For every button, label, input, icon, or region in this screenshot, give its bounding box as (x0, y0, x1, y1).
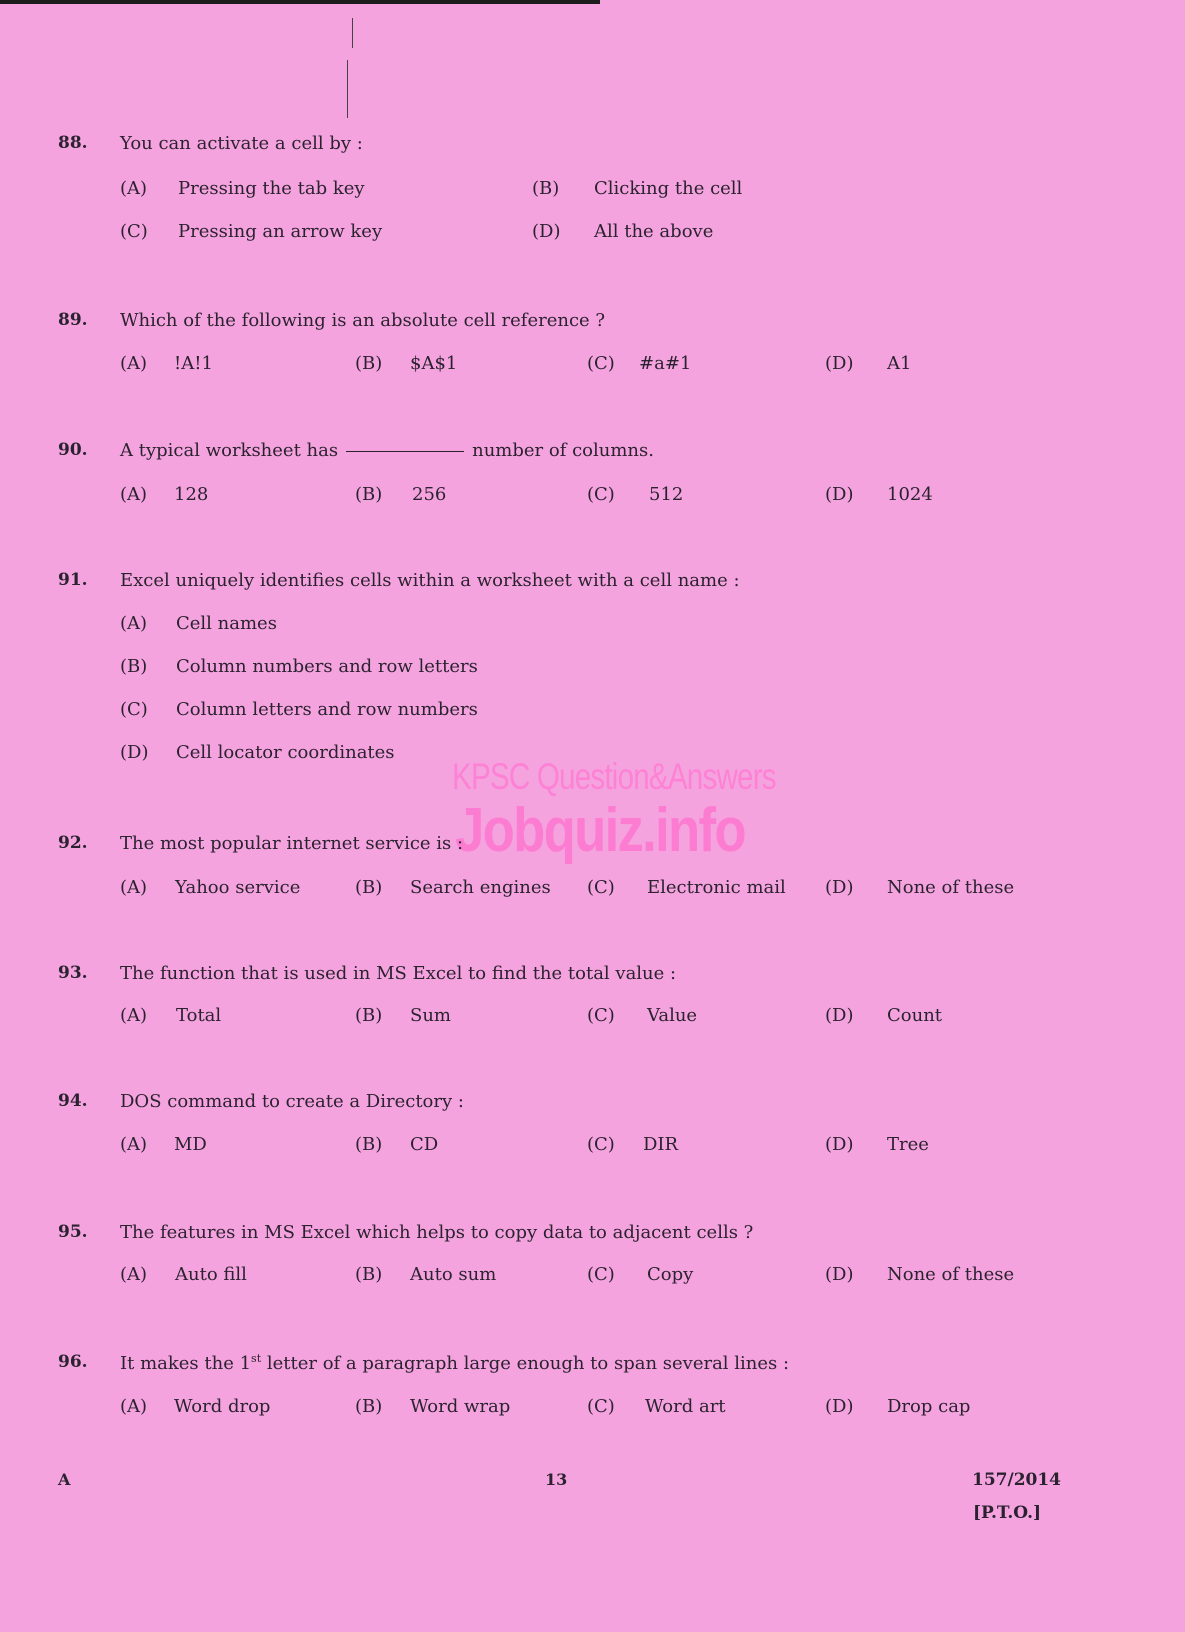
option-d (825, 1134, 929, 1155)
option-text: 256 (412, 484, 447, 505)
option-text: Count (887, 1005, 943, 1026)
option-label: (A) (120, 1396, 148, 1417)
question-number: 88. (58, 133, 88, 153)
pto-label: [P.T.O.] (973, 1503, 1042, 1523)
option-text: #a#1 (639, 353, 692, 374)
question-number: 89. (58, 310, 88, 330)
option-label: (A) (120, 353, 148, 374)
question-text: The features in MS Excel which helps to copy data to adjacent cells ? (120, 1222, 754, 1243)
option-text: 1024 (887, 484, 933, 505)
question-text (120, 440, 654, 461)
watermark-title: KPSC Question&Answers (452, 756, 776, 797)
option-c (587, 1264, 694, 1285)
option-text: CD (410, 1134, 439, 1155)
option-d (825, 1005, 943, 1026)
option-text: Word art (645, 1396, 726, 1417)
option-c (587, 877, 786, 898)
option-d (825, 1264, 1015, 1285)
option-b (355, 1134, 439, 1155)
option-label: (C) (587, 1134, 615, 1155)
option-a (120, 1396, 271, 1417)
option-label: (C) (120, 699, 148, 720)
option-text: DIR (643, 1134, 679, 1155)
option-label: (C) (587, 353, 615, 374)
option-text: !A!1 (174, 353, 213, 374)
option-text: A1 (887, 353, 912, 374)
page-number: 13 (545, 1470, 568, 1489)
option-label: (D) (825, 877, 854, 898)
option-label: (B) (532, 178, 560, 199)
option-c (587, 1396, 726, 1417)
question-number: 93. (58, 963, 88, 983)
option-label: (A) (120, 877, 148, 898)
option-b (532, 178, 743, 199)
option-text: Sum (410, 1005, 451, 1026)
option-text: Yahoo service (175, 877, 301, 898)
question-number: 92. (58, 833, 88, 853)
option-c (120, 699, 478, 720)
question-text (120, 1352, 789, 1374)
option-b (355, 484, 447, 505)
series-label: A (58, 1470, 71, 1489)
question-text: The function that is used in MS Excel to find the total value : (120, 963, 677, 984)
option-label: (C) (587, 484, 615, 505)
option-b (355, 1005, 451, 1026)
option-label: (B) (120, 656, 148, 677)
option-label: (D) (532, 221, 561, 242)
option-label: (D) (120, 742, 149, 763)
option-label: (D) (825, 1396, 854, 1417)
option-text: None of these (887, 877, 1015, 898)
option-label: (D) (825, 353, 854, 374)
option-text: 128 (174, 484, 209, 505)
option-text: Auto sum (410, 1264, 497, 1285)
option-label: (D) (825, 1134, 854, 1155)
question-text-before: A typical worksheet has (120, 440, 339, 461)
question-text: Excel uniquely identifies cells within a worksheet with a cell name : (120, 570, 740, 591)
option-text: Search engines (410, 877, 551, 898)
option-label: (D) (825, 1005, 854, 1026)
option-label: (C) (587, 1264, 615, 1285)
option-label: (B) (355, 1134, 383, 1155)
option-label: (D) (825, 484, 854, 505)
option-text: Drop cap (887, 1396, 971, 1417)
scan-edge (0, 0, 600, 4)
option-a (120, 1264, 247, 1285)
option-text: Auto fill (175, 1264, 247, 1285)
option-text: Pressing an arrow key (178, 221, 383, 242)
option-label: (C) (587, 1005, 615, 1026)
option-d (825, 1396, 971, 1417)
option-text: Electronic mail (647, 877, 786, 898)
option-text: All the above (594, 221, 714, 242)
option-label: (C) (587, 1396, 615, 1417)
option-text: $A$1 (410, 353, 458, 374)
question-number: 91. (58, 570, 88, 590)
option-a (120, 1134, 207, 1155)
question-number: 96. (58, 1352, 88, 1372)
option-text: Column letters and row numbers (176, 699, 478, 720)
option-text: Total (176, 1005, 222, 1026)
superscript: st (251, 1352, 262, 1365)
fill-in-blank (346, 451, 464, 452)
paper-code: 157/2014 (972, 1470, 1062, 1490)
option-text: Value (647, 1005, 698, 1026)
option-label: (B) (355, 484, 383, 505)
option-c (587, 484, 684, 505)
option-a (120, 877, 301, 898)
question-text-after: number of columns. (472, 440, 654, 461)
watermark-site: Jobquiz.info (455, 796, 745, 865)
option-text: Word drop (174, 1396, 271, 1417)
option-text: Cell names (176, 613, 277, 634)
option-b (355, 1264, 497, 1285)
option-text: None of these (887, 1264, 1015, 1285)
option-label: (C) (587, 877, 615, 898)
option-c (587, 1134, 679, 1155)
question-text-before: It makes the 1 (120, 1353, 252, 1374)
option-text: Column numbers and row letters (176, 656, 478, 677)
option-c (587, 353, 692, 374)
option-text: 512 (649, 484, 684, 505)
option-label: (B) (355, 1396, 383, 1417)
option-d (825, 353, 912, 374)
question-number: 95. (58, 1222, 88, 1242)
option-d (120, 742, 395, 763)
option-b (355, 353, 458, 374)
option-label: (C) (120, 221, 148, 242)
question-text: You can activate a cell by : (120, 133, 363, 154)
option-a (120, 353, 213, 374)
question-number: 90. (58, 440, 88, 460)
option-label: (A) (120, 1264, 148, 1285)
option-b (355, 877, 551, 898)
question-text: The most popular internet service is : (120, 833, 464, 854)
option-c (120, 221, 383, 242)
option-text: MD (174, 1134, 207, 1155)
option-text: Pressing the tab key (178, 178, 365, 199)
question-number: 94. (58, 1091, 88, 1111)
option-d (825, 484, 933, 505)
scan-mark (347, 60, 348, 118)
option-text: Word wrap (410, 1396, 511, 1417)
option-label: (D) (825, 1264, 854, 1285)
option-label: (B) (355, 1264, 383, 1285)
option-label: (A) (120, 1134, 148, 1155)
option-text: Tree (887, 1134, 929, 1155)
option-d (532, 221, 714, 242)
option-text: Cell locator coordinates (176, 742, 395, 763)
option-label: (A) (120, 484, 148, 505)
option-label: (A) (120, 613, 148, 634)
option-text: Copy (647, 1264, 694, 1285)
option-d (825, 877, 1015, 898)
option-label: (A) (120, 1005, 148, 1026)
option-text: Clicking the cell (594, 178, 743, 199)
option-c (587, 1005, 698, 1026)
option-b (120, 656, 478, 677)
option-a (120, 484, 209, 505)
option-label: (A) (120, 178, 148, 199)
question-text: DOS command to create a Directory : (120, 1091, 464, 1112)
option-label: (B) (355, 353, 383, 374)
option-label: (B) (355, 877, 383, 898)
option-a (120, 1005, 222, 1026)
scan-mark (352, 18, 353, 48)
question-text: Which of the following is an absolute cell reference ? (120, 310, 606, 331)
option-a (120, 613, 277, 634)
option-b (355, 1396, 511, 1417)
question-text-after: letter of a paragraph large enough to span several lines : (261, 1353, 790, 1374)
option-label: (B) (355, 1005, 383, 1026)
option-a (120, 178, 365, 199)
